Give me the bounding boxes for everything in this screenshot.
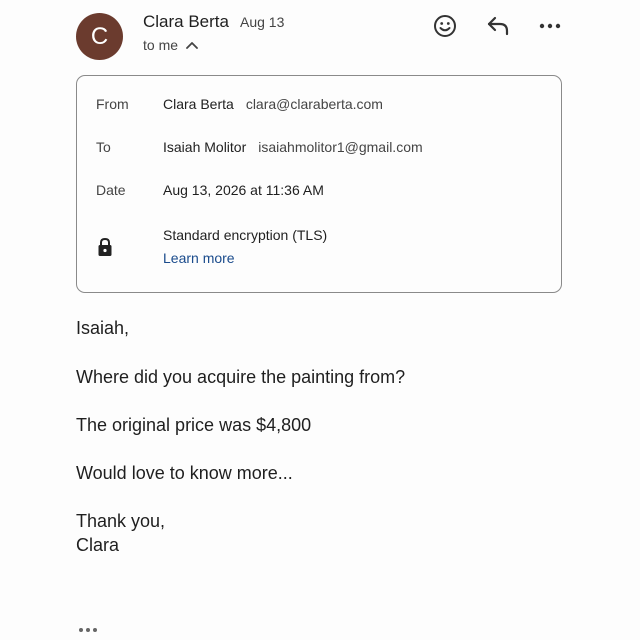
body-line-2: The original price was $4,800 (76, 415, 312, 435)
date-value (163, 182, 324, 198)
avatar-letter: C (90, 22, 109, 50)
to-me-label: to me (143, 37, 179, 53)
avatar[interactable] (76, 13, 123, 60)
recipient-toggle[interactable] (143, 37, 198, 53)
date-text: Aug 13, 2026 at 11:36 AM (163, 182, 324, 198)
greeting: Isaiah, (76, 318, 130, 338)
more-options-button[interactable] (536, 12, 564, 40)
to-value (163, 139, 423, 155)
encryption-value (163, 227, 327, 243)
to-email[interactable]: isaiahmolitor1@gmail.com (258, 139, 423, 155)
body-line-3: Would love to know more... (76, 463, 293, 483)
smiley-icon (433, 14, 457, 38)
from-email[interactable]: clara@claraberta.com (245, 96, 383, 112)
to-label: To (96, 139, 111, 155)
date-label: Date (96, 182, 126, 198)
from-label: From (96, 96, 129, 112)
sender-name[interactable]: Clara Berta (143, 12, 229, 31)
chevron-up-icon (186, 41, 198, 49)
sent-date: Aug 13 (240, 14, 285, 30)
learn-more-link[interactable]: Learn more (163, 250, 235, 266)
encryption-text: Standard encryption (TLS) (163, 227, 328, 243)
from-value (163, 96, 383, 112)
emoji-reaction-button[interactable] (431, 12, 459, 40)
reply-button[interactable] (484, 12, 512, 40)
signoff: Thank you, (76, 511, 166, 531)
more-vert-icon (539, 23, 561, 29)
from-name: Clara Berta (163, 96, 234, 112)
to-name: Isaiah Molitor (163, 139, 247, 155)
show-trimmed-content-button[interactable] (78, 620, 98, 638)
lock-icon (97, 237, 113, 257)
signature: Clara (76, 535, 120, 555)
trimmed-content-icon (78, 627, 98, 633)
message-details-panel (76, 75, 562, 293)
reply-icon (486, 15, 510, 37)
body-line-1: Where did you acquire the painting from? (76, 367, 406, 387)
